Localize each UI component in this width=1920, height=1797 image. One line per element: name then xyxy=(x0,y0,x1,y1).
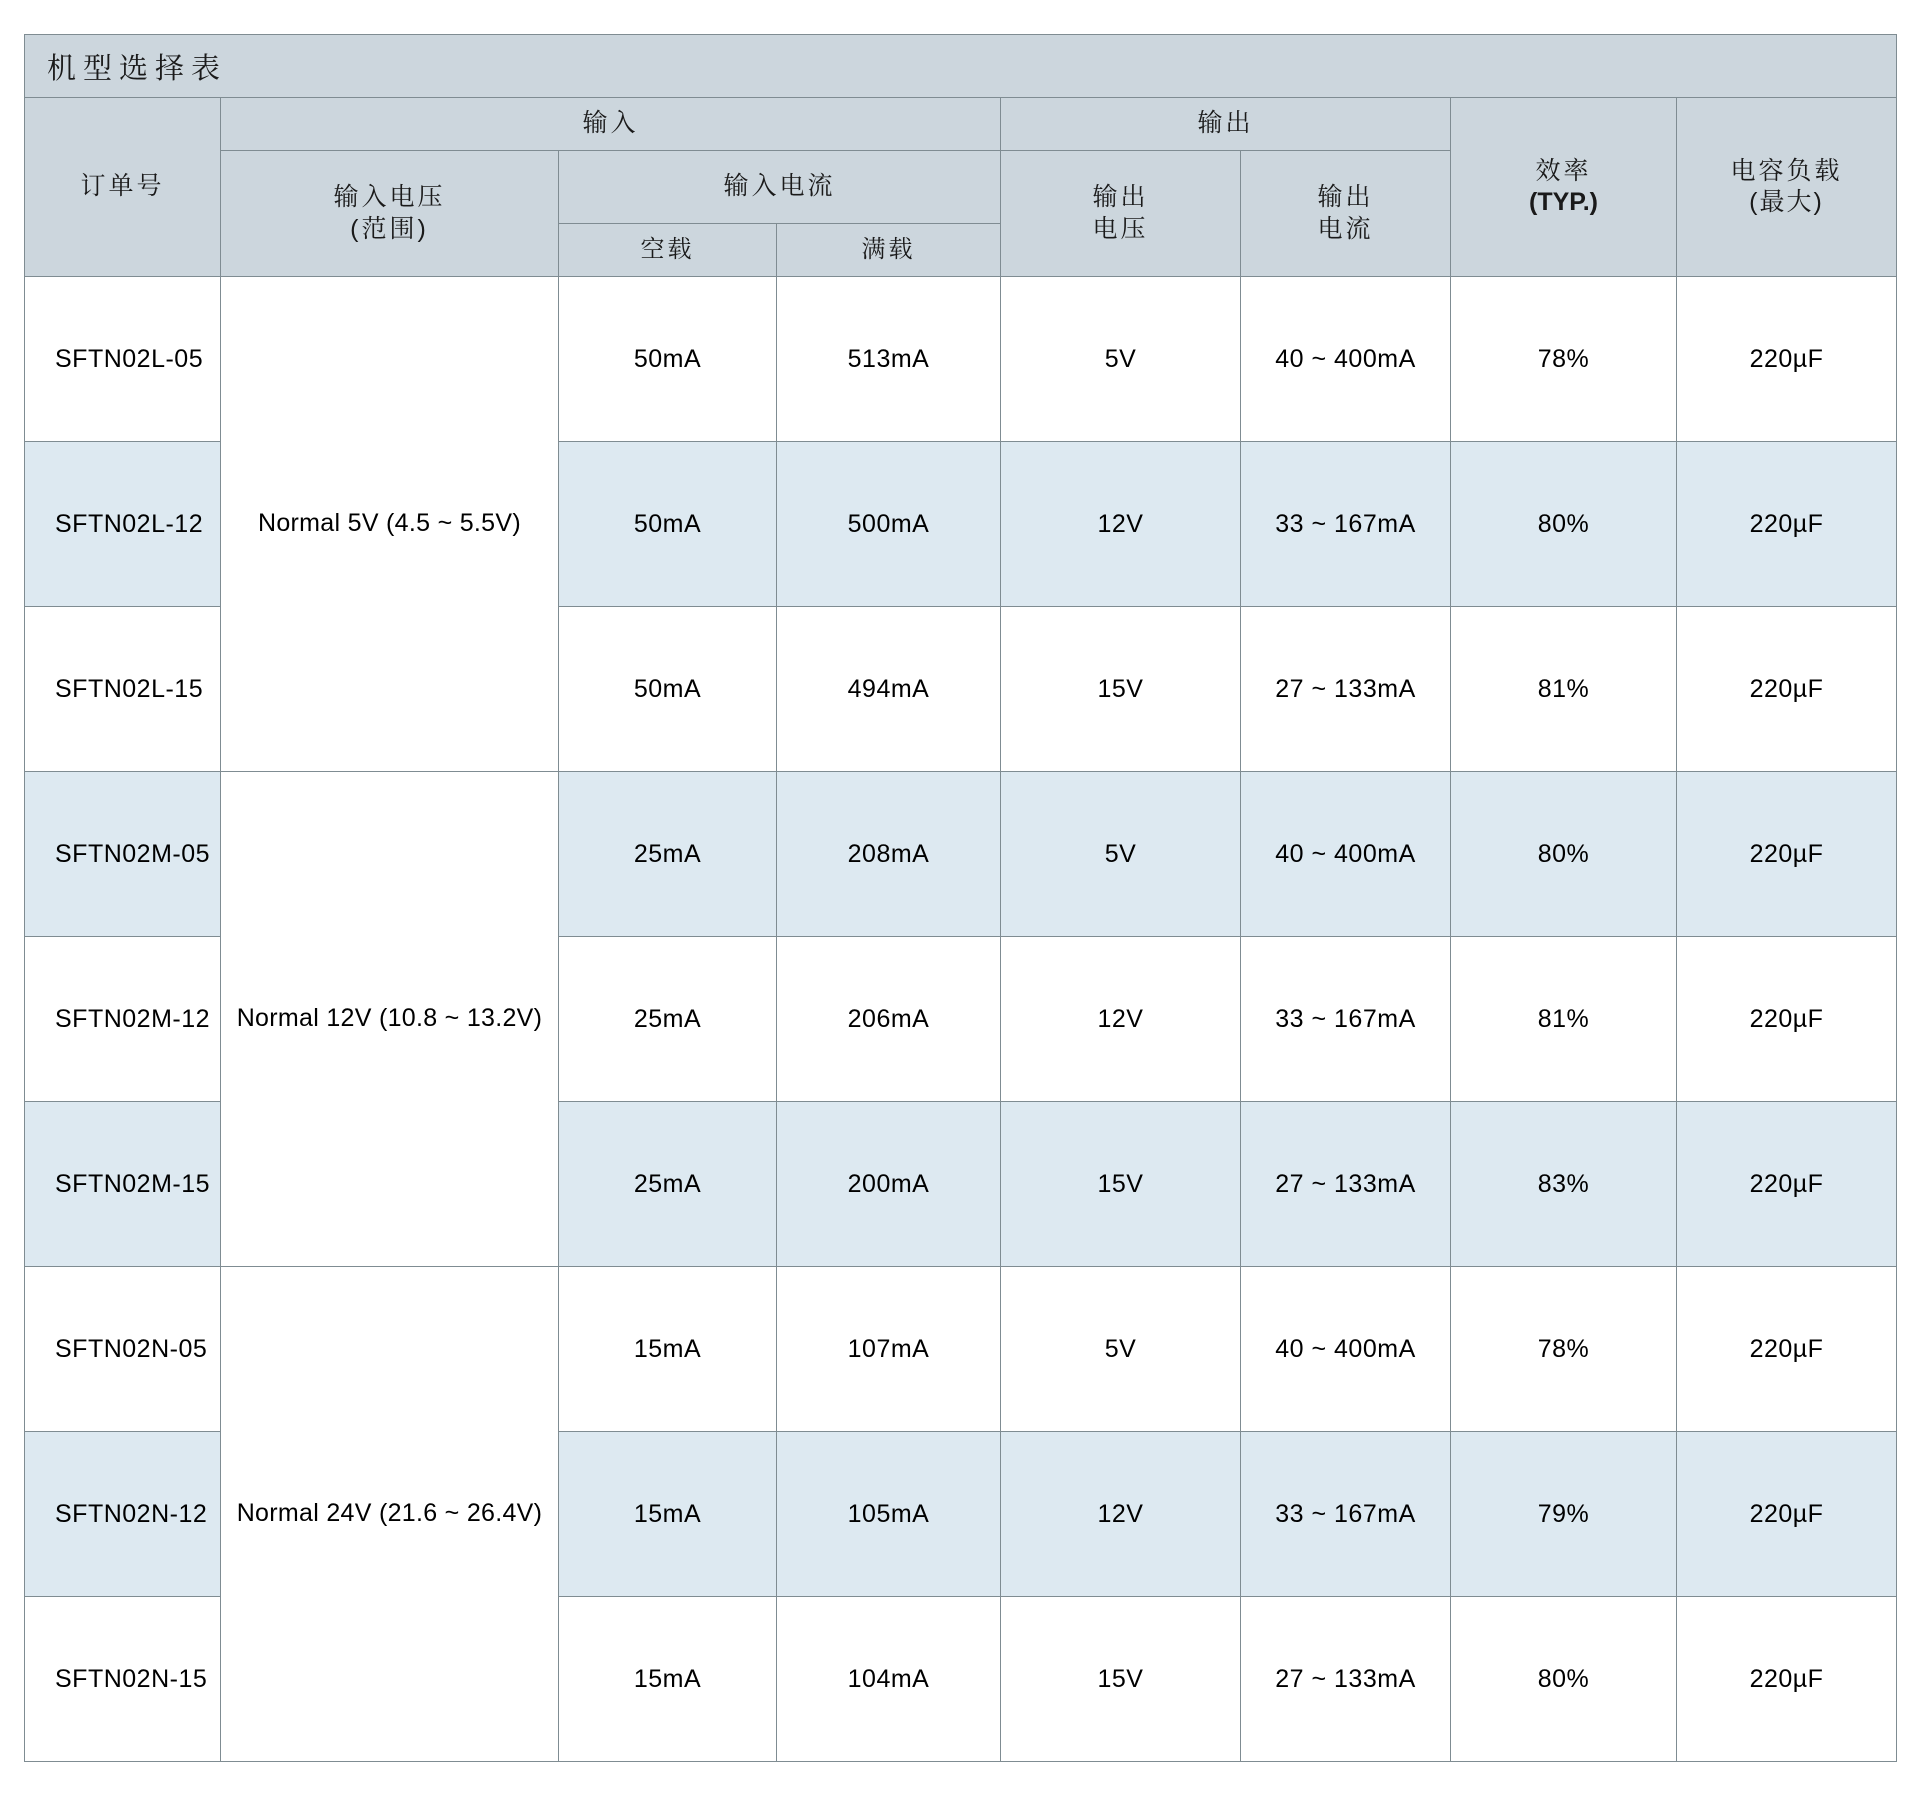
header-order-no: 订单号 xyxy=(25,98,221,277)
output-current: 40 ~ 400mA xyxy=(1241,1267,1451,1432)
header-capacitive-load-line1: 电容负载 xyxy=(1730,156,1843,185)
no-load-current: 25mA xyxy=(559,772,777,937)
efficiency: 80% xyxy=(1451,772,1677,937)
output-voltage: 15V xyxy=(1001,1102,1241,1267)
no-load-current: 25mA xyxy=(559,1102,777,1267)
capacitive-load: 220µF xyxy=(1677,1267,1897,1432)
model-name: SFTN02M-15 xyxy=(25,1102,221,1267)
model-name: SFTN02N-05 xyxy=(25,1267,221,1432)
model-name: SFTN02N-12 xyxy=(25,1432,221,1597)
model-name: SFTN02M-12 xyxy=(25,937,221,1102)
table-title-row xyxy=(25,35,1897,98)
input-voltage-line1: Normal 12V xyxy=(236,1004,372,1033)
table-row xyxy=(25,772,1897,937)
no-load-current: 50mA xyxy=(559,607,777,772)
efficiency: 80% xyxy=(1451,1597,1677,1762)
output-voltage: 15V xyxy=(1001,1597,1241,1762)
header-input-current: 输入电流 xyxy=(559,151,1001,224)
header-row-1 xyxy=(25,98,1897,151)
model-selection-table xyxy=(24,34,1897,1762)
output-voltage: 12V xyxy=(1001,937,1241,1102)
header-input-voltage-line2: (范围) xyxy=(350,214,429,243)
header-efficiency-line1: 效率 xyxy=(1535,156,1592,185)
header-full-load: 满载 xyxy=(777,224,1001,277)
efficiency: 81% xyxy=(1451,607,1677,772)
header-capacitive-load xyxy=(1677,98,1897,277)
capacitive-load: 220µF xyxy=(1677,1597,1897,1762)
output-current: 27 ~ 133mA xyxy=(1241,1102,1451,1267)
full-load-current: 206mA xyxy=(777,937,1001,1102)
output-current: 33 ~ 167mA xyxy=(1241,442,1451,607)
header-output-current-line1: 输出 xyxy=(1317,183,1374,212)
no-load-current: 50mA xyxy=(559,277,777,442)
model-name: SFTN02M-05 xyxy=(25,772,221,937)
input-voltage-group xyxy=(221,772,559,1267)
efficiency: 78% xyxy=(1451,277,1677,442)
full-load-current: 105mA xyxy=(777,1432,1001,1597)
capacitive-load: 220µF xyxy=(1677,607,1897,772)
no-load-current: 25mA xyxy=(559,937,777,1102)
output-current: 27 ~ 133mA xyxy=(1241,1597,1451,1762)
full-load-current: 513mA xyxy=(777,277,1001,442)
header-input: 输入 xyxy=(221,98,1001,151)
header-output-voltage-line1: 输出 xyxy=(1092,183,1149,212)
full-load-current: 200mA xyxy=(777,1102,1001,1267)
capacitive-load: 220µF xyxy=(1677,1102,1897,1267)
input-voltage-group xyxy=(221,1267,559,1762)
full-load-current: 107mA xyxy=(777,1267,1001,1432)
output-current: 40 ~ 400mA xyxy=(1241,277,1451,442)
capacitive-load: 220µF xyxy=(1677,442,1897,607)
page-title: 机型选择表 xyxy=(25,35,1897,98)
model-name: SFTN02L-05 xyxy=(25,277,221,442)
efficiency: 79% xyxy=(1451,1432,1677,1597)
model-selection-table-wrapper xyxy=(24,34,1896,1762)
no-load-current: 15mA xyxy=(559,1267,777,1432)
output-voltage: 12V xyxy=(1001,1432,1241,1597)
header-efficiency xyxy=(1451,98,1677,277)
header-input-voltage xyxy=(221,151,559,277)
model-name: SFTN02N-15 xyxy=(25,1597,221,1762)
output-current: 40 ~ 400mA xyxy=(1241,772,1451,937)
header-output-current xyxy=(1241,151,1451,277)
header-no-load: 空载 xyxy=(559,224,777,277)
table-row xyxy=(25,277,1897,442)
header-input-voltage-line1: 输入电压 xyxy=(333,183,446,212)
output-current: 33 ~ 167mA xyxy=(1241,937,1451,1102)
no-load-current: 15mA xyxy=(559,1597,777,1762)
header-output: 输出 xyxy=(1001,98,1451,151)
header-efficiency-line2: (TYP.) xyxy=(1529,188,1598,216)
capacitive-load: 220µF xyxy=(1677,277,1897,442)
header-output-current-line2: 电流 xyxy=(1317,214,1374,243)
output-voltage: 5V xyxy=(1001,1267,1241,1432)
efficiency: 80% xyxy=(1451,442,1677,607)
output-current: 33 ~ 167mA xyxy=(1241,1432,1451,1597)
input-voltage-group xyxy=(221,277,559,772)
capacitive-load: 220µF xyxy=(1677,1432,1897,1597)
no-load-current: 15mA xyxy=(559,1432,777,1597)
input-voltage-line2: (10.8 ~ 13.2V) xyxy=(378,1004,543,1033)
capacitive-load: 220µF xyxy=(1677,937,1897,1102)
no-load-current: 50mA xyxy=(559,442,777,607)
input-voltage-line2: (21.6 ~ 26.4V) xyxy=(378,1499,543,1528)
header-capacitive-load-line2: (最大) xyxy=(1749,188,1824,216)
full-load-current: 104mA xyxy=(777,1597,1001,1762)
input-voltage-line1: Normal 24V xyxy=(236,1499,372,1528)
model-name: SFTN02L-15 xyxy=(25,607,221,772)
output-voltage: 5V xyxy=(1001,277,1241,442)
efficiency: 83% xyxy=(1451,1102,1677,1267)
efficiency: 81% xyxy=(1451,937,1677,1102)
full-load-current: 494mA xyxy=(777,607,1001,772)
output-voltage: 15V xyxy=(1001,607,1241,772)
table-row xyxy=(25,1267,1897,1432)
full-load-current: 208mA xyxy=(777,772,1001,937)
output-voltage: 5V xyxy=(1001,772,1241,937)
output-voltage: 12V xyxy=(1001,442,1241,607)
capacitive-load: 220µF xyxy=(1677,772,1897,937)
header-output-voltage xyxy=(1001,151,1241,277)
model-name: SFTN02L-12 xyxy=(25,442,221,607)
input-voltage-line2: (4.5 ~ 5.5V) xyxy=(386,509,521,538)
efficiency: 78% xyxy=(1451,1267,1677,1432)
input-voltage-line1: Normal 5V xyxy=(258,509,379,538)
header-output-voltage-line2: 电压 xyxy=(1092,214,1149,243)
output-current: 27 ~ 133mA xyxy=(1241,607,1451,772)
full-load-current: 500mA xyxy=(777,442,1001,607)
